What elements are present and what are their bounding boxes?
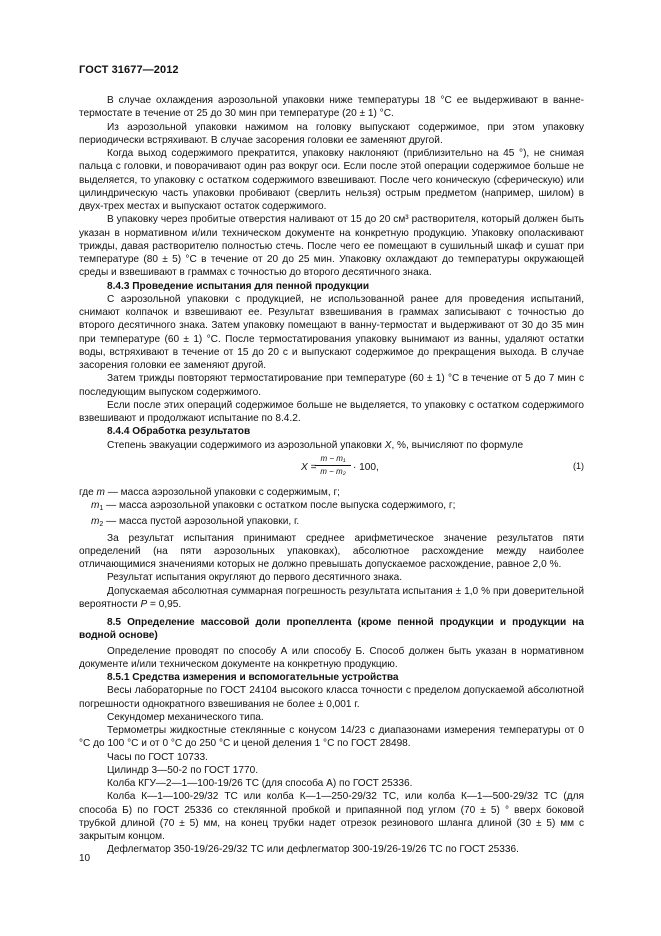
paragraph: Из аэрозольной упаковки нажимом на головку выпускают содержимое, при этом упаковку периодически встряхивают. В случае засорения головки ее заменяют другой. — [79, 121, 584, 146]
text: Допускаемая абсолютная суммарная погрешность результата испытания ± 1,0 % при доверительной вероятности — [79, 585, 584, 610]
where-line — [79, 515, 584, 531]
paragraph — [79, 439, 584, 452]
text: Степень эвакуации содержимого из аэрозольной упаковки — [107, 439, 385, 451]
paragraph — [79, 585, 584, 612]
section-heading-8-5-1: 8.5.1 Средства измерения и вспомогательные устройства — [107, 672, 399, 683]
text: — масса пустой аэрозольной упаковки, г. — [103, 516, 300, 528]
paragraph: Результат испытания округляют до первого десятичного знака. — [107, 572, 403, 584]
paragraph: Секундомер механического типа. — [107, 711, 264, 723]
variable: X — [384, 439, 392, 451]
section-heading-8-4-3: 8.4.3 Проведение испытания для пенной продукции — [107, 280, 370, 292]
text: где — [79, 486, 97, 498]
variable: Р — [140, 598, 148, 610]
where-line — [79, 486, 584, 499]
variable-m: m — [96, 486, 105, 498]
paragraph: За результат испытания принимают среднее арифметическое значение результатов пяти определений (на пяти аэрозольных упаковках), абсолютное расхождение между наиболее отличающимися значениями которых не должно превышать допускаемое расхождение, равное 2,0 %. — [79, 532, 584, 570]
paragraph: Колба К—1—100-29/32 ТС или колба К—1—250-29/32 ТС, или колба К—1—500-29/32 ТС (для способа Б) по ГОСТ 25336 со стеклянной пробкой и припаянной под углом (70 ± 5) ° вверх боковой трубкой длиной (70 ± 5) мм, на конец трубки надет отрезок резинового шланга длиной (30 ± 5) мм с закрытым концом. — [79, 791, 584, 842]
paragraph: Дефлегматор 350-19/26-29/32 ТС или дефлегматор 300-19/26-19/26 ТС по ГОСТ 25336. — [107, 844, 519, 856]
formula-fraction — [315, 454, 351, 477]
paragraph: Колба КГУ—2—1—100-19/26 ТС (для способа А) по ГОСТ 25336. — [107, 778, 413, 789]
page-number: 10 — [79, 853, 91, 864]
paragraph: Цилиндр 3—50-2 по ГОСТ 1770. — [107, 764, 259, 776]
paragraph: Определение проводят по способу А или способу Б. Способ должен быть указан в нормативном документе и/или техническом документе на конкретную продукцию. — [79, 645, 584, 670]
formula-lhs: X = — [301, 461, 317, 473]
subscript: 2 — [99, 521, 104, 529]
text: , %, вычисляют по формуле — [391, 439, 524, 451]
formula-number: (1) — [573, 460, 584, 471]
paragraph: Если после этих операций содержимое больше не выделяется, то упаковку с остатком содержимого взвешивают и продолжают испытание по 8.4.2. — [79, 399, 584, 424]
paragraph: Затем трижды повторяют термостатирование при температуре (60 ± 1) °С в течение от 5 до 7 мин с последующим выпуском содержимого. — [79, 373, 584, 398]
where-line — [79, 499, 584, 515]
paragraph: Термометры жидкостные стеклянные с конусом 14/23 с диапазонами измерения температуры от 0 °С до 100 °С и от 0 °С до 250 °С и ценой деления 1 °С по ГОСТ 28498. — [79, 725, 584, 750]
section-heading-8-5: 8.5 Определение массовой доли пропеллента (кроме пенной продукции и продукции на водной основе) — [79, 617, 584, 642]
text: — масса аэрозольной упаковки с остатком после выпуска содержимого, г; — [103, 500, 456, 511]
paragraph: Часы по ГОСТ 10733. — [107, 751, 208, 763]
subscript: 1 — [99, 505, 104, 512]
variable-m2: m — [91, 516, 100, 528]
formula-denominator: m − m₂ — [320, 466, 346, 476]
paragraph: Когда выход содержимого прекратится, упаковку наклоняют (приблизительно на 45 °), не снимая пальца с головки, и поворачивают один раз вокруг оси. Если после этой операции содержимое больше не выделяется, то упаковку с остатком содержимого взвешивают. После чего коническую (сферическую) или цилиндрическую часть упаковки пробивают (сверлить нельзя) острым предметом (например, шилом) в двух-трех местах и выпускают остаток содержимого. — [79, 148, 584, 212]
paragraph: В упаковку через пробитые отверстия наливают от 15 до 20 см³ растворителя, который должен быть указан в нормативном и/или техническом документе на конкретную продукцию. Упаковку ополаскивают трижды, давая растворителю полностью стечь. После чего ее помещают в сушильный шкаф и сушат при температуре (80 ± 5) °С в течение от 20 до 25 мин. Упаковку охлаждают до температуры окружающей среды и взвешивают в граммах с точностью до второго десятичного знака. — [79, 214, 584, 279]
text: — масса аэрозольной упаковки с содержимым, г; — [104, 486, 340, 498]
document-header: ГОСТ 31677—2012 — [79, 64, 179, 76]
document-body — [79, 94, 584, 857]
text: = 0,95. — [147, 598, 182, 610]
paragraph: В случае охлаждения аэрозольной упаковки ниже температуры 18 °С ее выдерживают в ванне-термостате в течение от 25 до 30 мин при температуре (20 ± 1) °С. — [79, 95, 584, 120]
section-heading-8-4-4: 8.4.4 Обработка результатов — [107, 426, 251, 438]
paragraph: Весы лабораторные по ГОСТ 24104 высокого класса точности с пределом допускаемой абсолютной погрешности однократного взвешивания не более ± 0,001 г. — [79, 685, 584, 710]
fraction-bar — [315, 465, 351, 466]
variable-m1: m — [91, 500, 100, 511]
formula-numerator: m − m₁ — [320, 453, 346, 463]
formula-multiplier: · 100, — [353, 461, 379, 473]
paragraph: С аэрозольной упаковки с продукцией, не использованной ранее для проведения испытаний, снимают колпачок и взвешивают ее. Результат взвешивания в граммах записывают с точностью до второго десятичного знака. Затем упаковку помещают в ванну-термостат и выдерживают от 30 до 35 мин при температуре (60 ± 1) °С. После термостатирования упаковку вынимают из ванны, удаляют остатки воды, встряхивают в течение от 15 до 20 с и выпускают содержимое до прекращения выхода. В случае засорения головки ее заменяют другой. — [79, 293, 584, 371]
formula-1 — [79, 452, 584, 486]
